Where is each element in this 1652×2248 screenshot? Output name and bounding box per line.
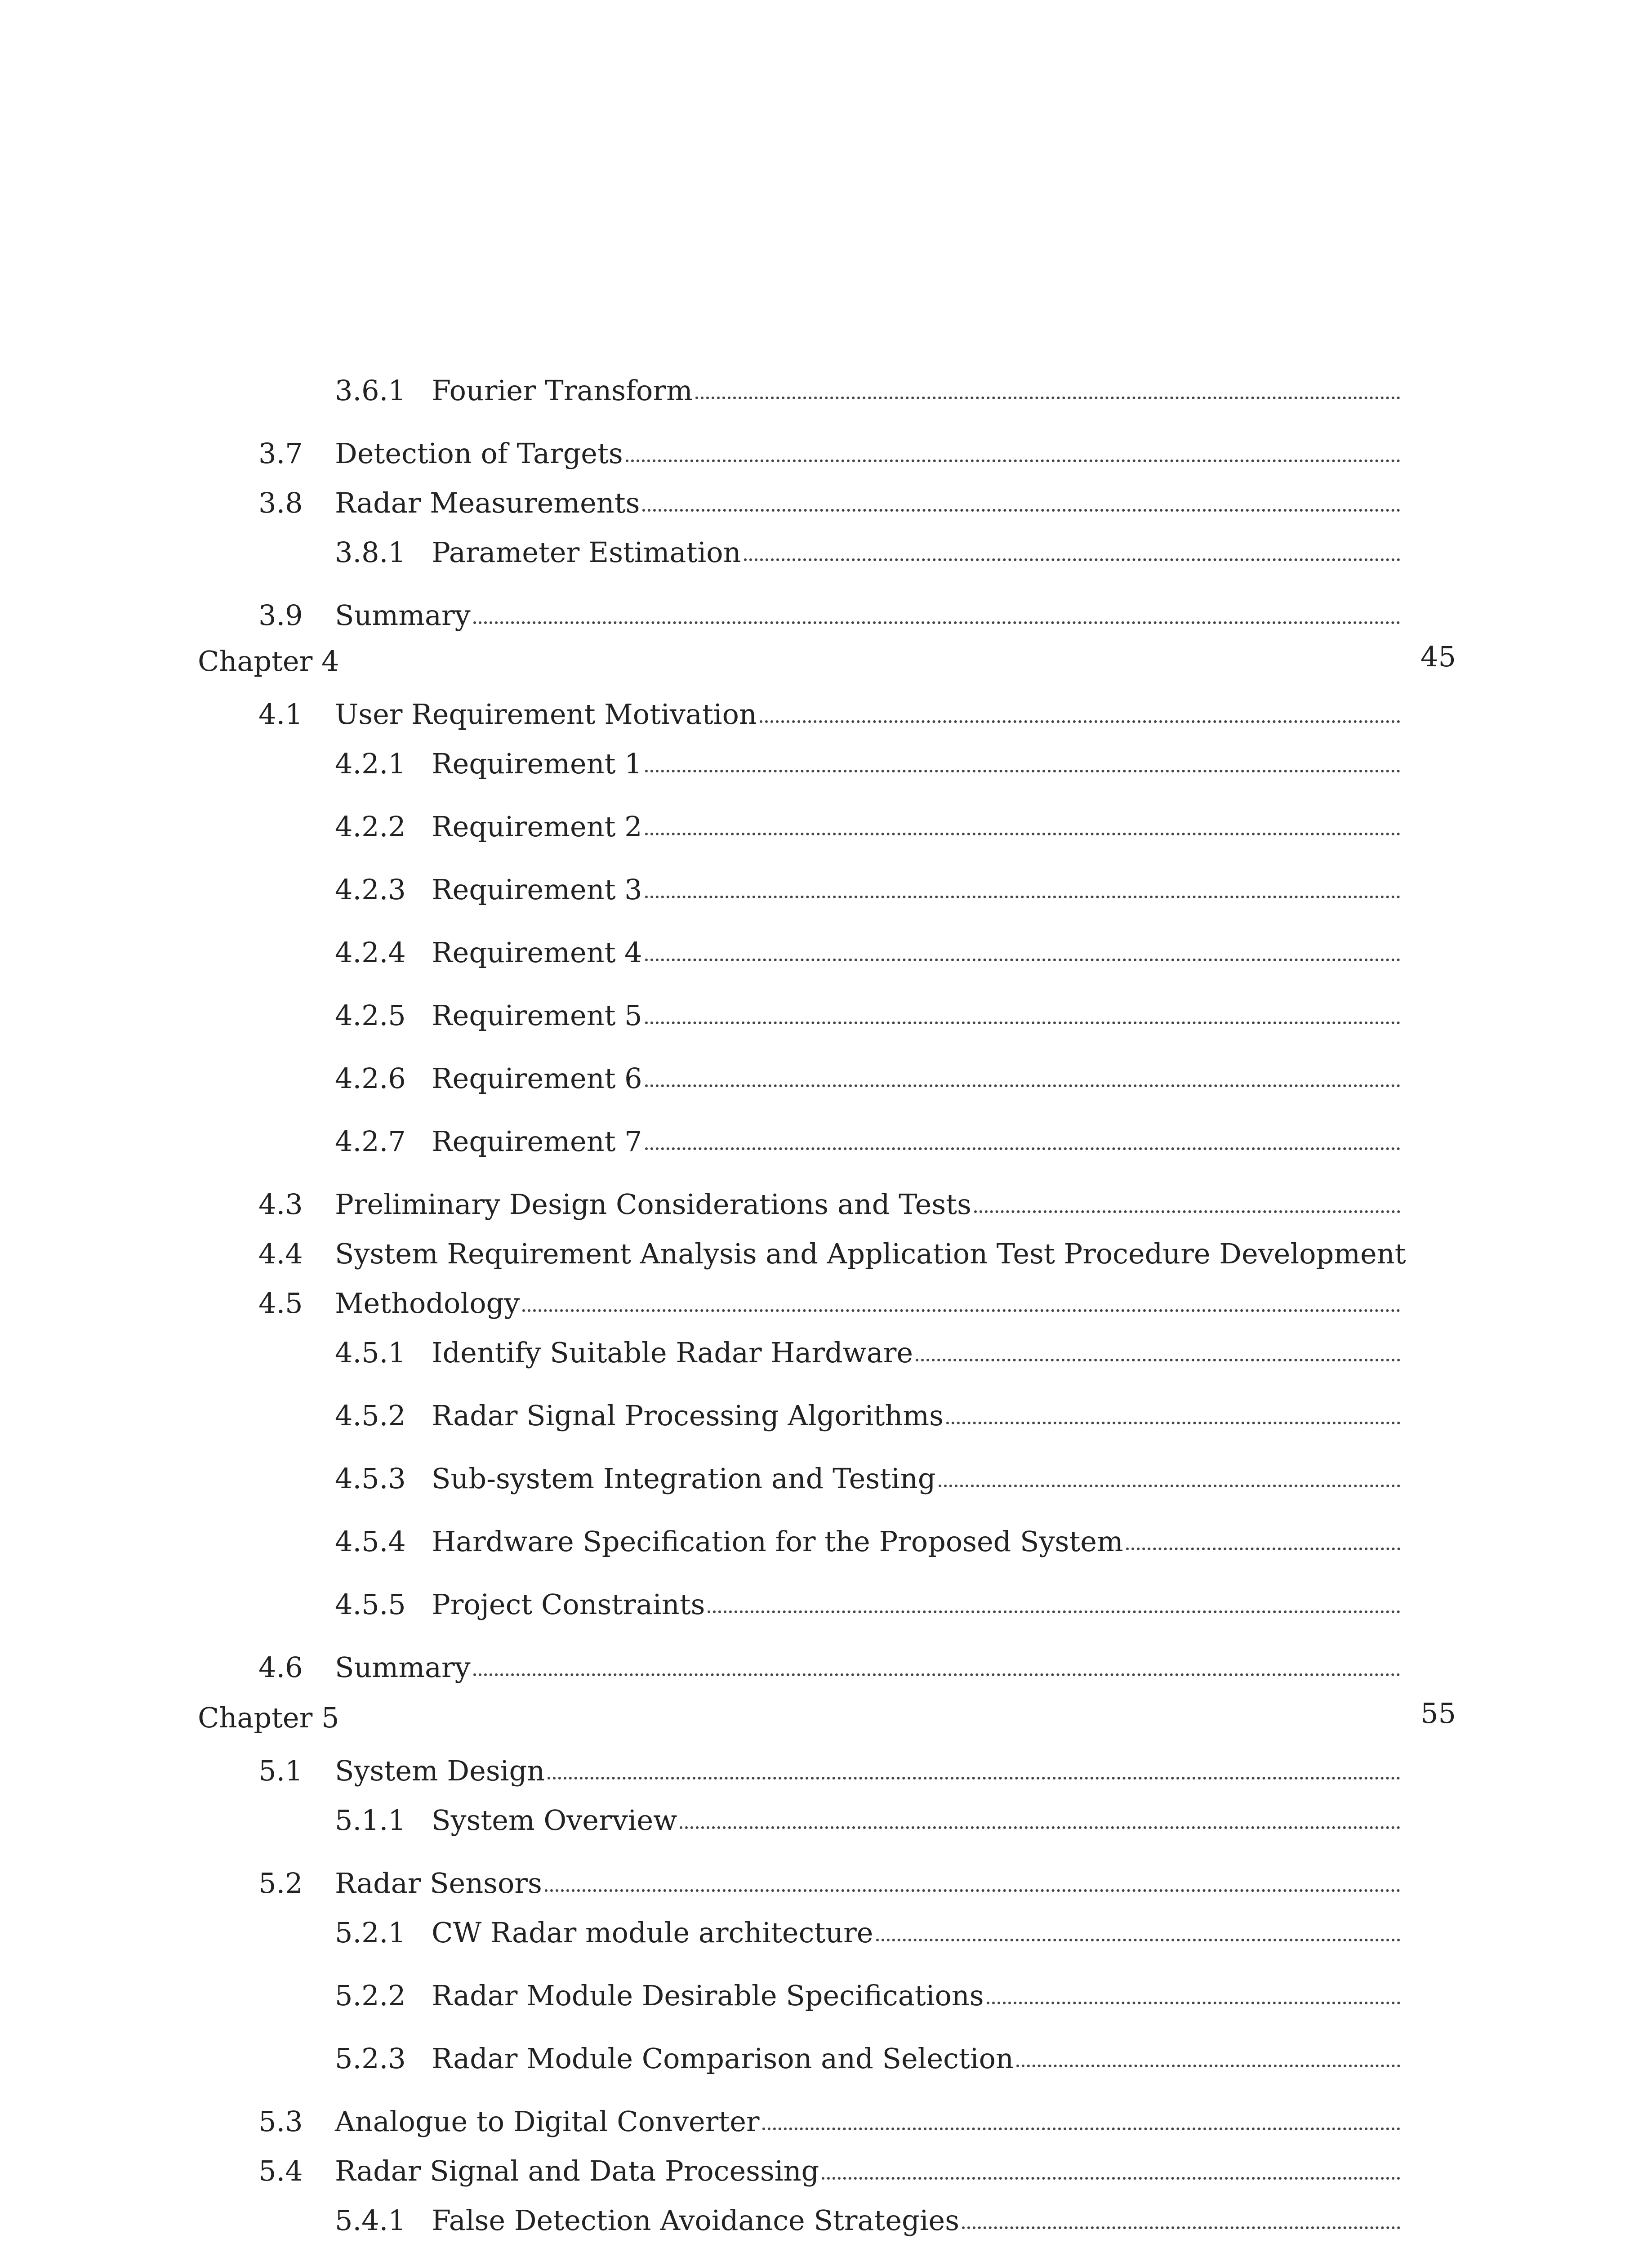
toc-dot-leader [642,509,1400,512]
toc-subsection-entry[interactable] [335,800,1400,841]
toc-section-entry[interactable] [258,1641,1400,1682]
toc-dot-leader [822,2177,1400,2180]
toc-dot-leader [760,720,1400,723]
toc-dot-leader [987,2002,1400,2004]
toc-subsection-entry[interactable] [335,737,1400,778]
toc-entry-title: Parameter Estimation [432,536,741,569]
toc-entry-title: Requirement 3 [432,873,642,906]
toc-dot-leader [708,1610,1400,1613]
toc-dot-leader [548,1777,1400,1780]
toc-entry-title: False Detection Avoidance Strategies [432,2204,960,2237]
toc-entry-number: 5.4 [258,2154,303,2187]
toc-section-entry[interactable] [258,1178,1400,1221]
toc-dot-leader [946,1422,1400,1424]
toc-chapter-heading: Chapter 4 [198,645,339,678]
toc-dot-leader [744,558,1400,561]
toc-dot-leader [626,459,1400,462]
toc-chapter-page-number: 45 [1420,640,1456,673]
toc-entry-number: 5.1 [258,1754,303,1787]
toc-dot-leader [1016,2065,1400,2067]
toc-entry-number: 4.2.6 [335,1062,406,1095]
toc-entry-number: 5.2.1 [335,1916,406,1949]
toc-entry-title: Radar Sensors [335,1867,542,1900]
toc-entry-number: 3.8 [258,486,303,519]
toc-entry-title: Requirement 1 [432,747,642,780]
toc-entry-title: Radar Measurements [335,486,640,519]
toc-entry-number: 4.5.2 [335,1399,406,1432]
toc-section-entry[interactable] [258,688,1400,731]
toc-entry-number: 4.5.5 [335,1588,406,1621]
toc-entry-title: Radar Signal and Data Processing [335,2154,819,2187]
toc-dot-leader [473,1673,1400,1676]
toc-dot-leader [645,1147,1400,1150]
toc-entry-title: System Design [335,1754,545,1787]
toc-entry-title: CW Radar module architecture [432,1916,873,1949]
toc-entry-number: 4.5.1 [335,1336,406,1369]
toc-entry-number: 4.3 [258,1188,303,1221]
toc-subsection-entry[interactable] [335,1452,1400,1493]
toc-section-entry[interactable] [258,1277,1400,1320]
toc-subsection-entry[interactable] [335,1115,1400,1158]
toc-subsection-entry[interactable] [335,1906,1400,1947]
toc-subsection-entry[interactable] [335,2194,1400,2235]
toc-entry-title: Summary [335,599,471,632]
toc-section-entry[interactable] [258,2095,1400,2136]
toc-dot-leader [522,1309,1400,1312]
toc-dot-leader [974,1210,1400,1213]
toc-entry-title: Identify Suitable Radar Hardware [432,1336,913,1369]
toc-dot-leader [916,1359,1400,1361]
toc-entry-number: 4.5 [258,1287,303,1320]
toc-entry-title: Requirement 5 [432,999,642,1032]
toc-entry-number: 3.7 [258,437,303,470]
toc-section-entry[interactable] [258,1227,1406,1270]
toc-dot-leader [645,833,1400,835]
toc-subsection-entry[interactable] [335,1389,1400,1430]
toc-entry-title: Sub-system Integration and Testing [432,1462,936,1495]
toc-subsection-entry[interactable] [335,1969,1400,2010]
toc-subsection-entry[interactable] [335,1052,1400,1093]
toc-entry-number: 4.2.1 [335,747,406,780]
toc-dot-leader [645,770,1400,772]
toc-entry-number: 4.2.3 [335,873,406,906]
toc-entry-title: Radar Signal Processing Algorithms [432,1399,944,1432]
toc-dot-leader [1126,1548,1400,1550]
toc-subsection-entry[interactable] [335,1794,1400,1837]
toc-dot-leader [762,2128,1400,2130]
toc-subsection-entry[interactable] [335,926,1400,967]
toc-entry-title: Preliminary Design Considerations and Tests [335,1188,971,1221]
toc-dot-leader [680,1826,1400,1829]
toc-section-entry[interactable] [258,589,1400,632]
toc-dot-leader [939,1485,1400,1487]
toc-subsection-entry[interactable] [335,989,1400,1030]
toc-subsection-entry[interactable] [335,1578,1400,1619]
toc-entry-title: User Requirement Motivation [335,698,757,731]
toc-entry-title: Analogue to Digital Converter [335,2105,760,2138]
toc-entry-title: System Overview [432,1804,677,1837]
toc-dot-leader [645,959,1400,961]
toc-section-entry[interactable] [258,427,1400,468]
toc-entry-number: 4.2.4 [335,936,406,969]
toc-entry-title: Requirement 7 [432,1125,642,1158]
toc-entry-number: 5.4.1 [335,2204,406,2237]
toc-chapter-page-number: 55 [1420,1697,1456,1730]
toc-entry-title: Summary [335,1651,471,1684]
toc-entry-title: Project Constraints [432,1588,705,1621]
toc-entry-title: Fourier Transform [432,374,693,407]
toc-subsection-entry[interactable] [335,1515,1400,1556]
toc-dot-leader [645,1021,1400,1024]
toc-section-entry[interactable] [258,2145,1400,2185]
toc-entry-number: 3.9 [258,599,303,632]
toc-entry-title: System Requirement Analysis and Application Test Procedure Development [335,1237,1406,1270]
toc-section-entry[interactable] [258,477,1400,517]
toc-entry-number: 5.2.2 [335,1979,406,2012]
toc-entry-number: 4.1 [258,698,303,731]
toc-dot-leader [473,621,1400,624]
toc-subsection-entry[interactable] [335,2032,1400,2073]
toc-entry-title: Requirement 6 [432,1062,642,1095]
toc-entry-number: 4.4 [258,1237,303,1270]
toc-subsection-entry[interactable] [335,1326,1400,1367]
toc-entry-number: 5.2 [258,1867,303,1900]
toc-entry-number: 4.5.3 [335,1462,406,1495]
toc-entry-number: 4.2.2 [335,810,406,843]
toc-subsection-entry[interactable] [335,364,1400,405]
toc-entry-number: 4.2.7 [335,1125,406,1158]
toc-entry-title: Radar Module Desirable Specifications [432,1979,984,2012]
toc-dot-leader [695,397,1400,399]
toc-entry-number: 3.6.1 [335,374,406,407]
toc-entry-number: 3.8.1 [335,536,406,569]
toc-subsection-entry[interactable] [335,526,1400,569]
toc-section-entry[interactable] [258,1857,1400,1900]
toc-entry-number: 4.6 [258,1651,303,1684]
toc-entry-title: Requirement 2 [432,810,642,843]
toc-entry-title: Hardware Specification for the Proposed System [432,1525,1123,1558]
toc-entry-title: Radar Module Comparison and Selection [432,2042,1014,2075]
toc-entry-number: 4.2.5 [335,999,406,1032]
toc-dot-leader [962,2226,1400,2229]
toc-chapter-heading: Chapter 5 [198,1701,339,1734]
toc-dot-leader [545,1889,1400,1892]
toc-entry-title: Requirement 4 [432,936,642,969]
toc-dot-leader [645,896,1400,898]
toc-entry-title: Detection of Targets [335,437,623,470]
toc-entry-number: 5.2.3 [335,2042,406,2075]
toc-dot-leader [876,1939,1401,1941]
toc-section-entry[interactable] [258,1744,1400,1785]
toc-entry-title: Methodology [335,1287,520,1320]
toc-entry-number: 5.1.1 [335,1804,406,1837]
toc-subsection-entry[interactable] [335,863,1400,904]
toc-entry-number: 4.5.4 [335,1525,406,1558]
toc-dot-leader [645,1084,1400,1087]
toc-entry-number: 5.3 [258,2105,303,2138]
